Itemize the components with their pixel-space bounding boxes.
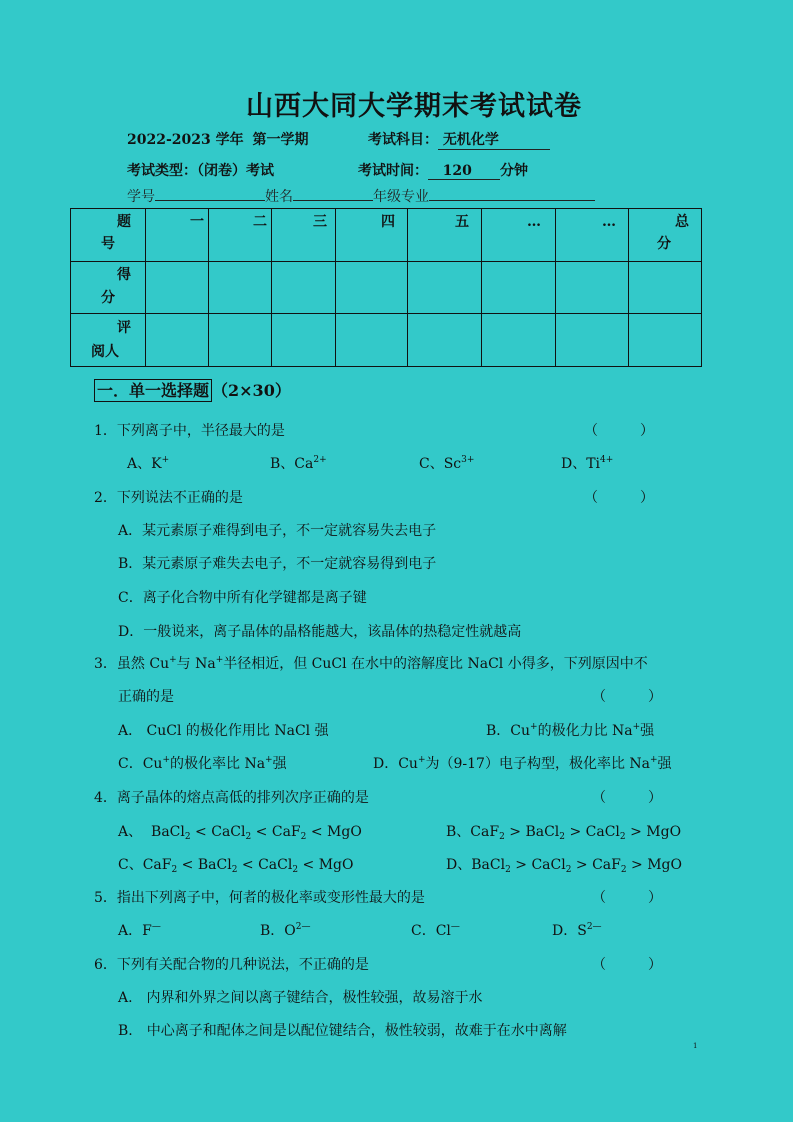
q5-stem: 5．指出下列离子中，何者的极化率或变形性最大的是: [94, 890, 425, 906]
score-row-label: 得 分: [71, 262, 146, 314]
section-points: （2×30）: [212, 381, 291, 400]
reviewer-cell[interactable]: [629, 314, 702, 367]
q1-option-c: C、$Sc^{3+}$: [419, 455, 475, 472]
q5-option-a: A．F—: [118, 922, 161, 939]
subject-field: [368, 129, 550, 150]
reviewer-cell[interactable]: [209, 314, 272, 367]
q4-option-b: B、CaF$_2$ > BaCl$_2$ > CaCl$_2$ > MgO: [446, 824, 682, 842]
reviewer-cell[interactable]: [272, 314, 336, 367]
q5-option-b: B．$O^{2—}$: [260, 922, 311, 939]
q1-paren: （ ）: [584, 423, 654, 439]
q5-option-c: C．Cl—: [411, 922, 460, 939]
year-semester: [127, 129, 309, 149]
q2-stem: 2．下列说法不正确的是: [94, 490, 243, 506]
name-label: 姓名: [265, 189, 293, 205]
q4-stem: 4．离子晶体的熔点高低的排列次序正确的是: [94, 790, 369, 806]
score-cell[interactable]: [146, 262, 209, 314]
grade-major-field[interactable]: [429, 186, 595, 201]
q6-option-a: A. 内界和外界之间以离子键结合，极性较强，故易溶于水: [118, 990, 483, 1006]
col-header-3: 三: [272, 209, 336, 262]
student-id-field[interactable]: [155, 186, 265, 201]
q2-option-c: C．离子化合物中所有化学键都是离子键: [118, 590, 367, 606]
exam-title: 山西大同大学期末考试试卷: [246, 91, 582, 122]
student-id-label: 学号: [127, 189, 155, 205]
score-row: [71, 262, 702, 314]
reviewer-cell[interactable]: [482, 314, 556, 367]
col-header-5: 五: [408, 209, 482, 262]
col-header-6: …: [482, 209, 556, 262]
q4-option-a: A、 BaCl$_2$ < CaCl$_2$ < CaF$_2$ < MgO: [118, 824, 362, 842]
q1-option-b: B、$Ca^{2+}$: [270, 455, 327, 472]
q6-stem: 6．下列有关配合物的几种说法，不正确的是: [94, 957, 369, 973]
reviewer-cell[interactable]: [336, 314, 408, 367]
exam-time-field: [358, 160, 528, 180]
score-cell[interactable]: [209, 262, 272, 314]
q1-stem: 1．下列离子中，半径最大的是: [94, 423, 285, 439]
exam-type: 考试类型：（闭卷）考试: [127, 163, 274, 179]
total-header-cell: [629, 209, 702, 262]
q6-paren: （ ）: [592, 957, 662, 973]
q2-option-d: D．一般说来，离子晶体的晶格能越大，该晶体的热稳定性就越高: [118, 624, 522, 640]
section-heading: [94, 378, 291, 401]
header-label-top: 题: [117, 214, 131, 230]
student-info-line: [127, 186, 595, 206]
page-number: 1: [693, 1042, 698, 1050]
total-top: 总: [675, 214, 689, 230]
q4-option-c: C、CaF$_2$ < BaCl$_2$ < CaCl$_2$ < MgO: [118, 857, 354, 875]
reviewer-row-label: 评 阅人: [71, 314, 146, 367]
score-cell[interactable]: [482, 262, 556, 314]
semester: 第一学期: [252, 132, 309, 148]
q3-option-a: A． CuCl 的极化作用比 NaCl 强: [118, 723, 329, 739]
reviewer-cell[interactable]: [146, 314, 209, 367]
col-header-1: 一: [146, 209, 209, 262]
score-cell[interactable]: [408, 262, 482, 314]
q5-option-d: D．$S^{2—}$: [552, 922, 602, 939]
q4-option-d: D、BaCl$_2$ > CaCl$_2$ > CaF$_2$ > MgO: [446, 857, 682, 875]
section-title: 一．单一选择题: [94, 379, 212, 402]
name-field[interactable]: [293, 186, 373, 201]
col-header-4: 四: [336, 209, 408, 262]
grade-major-label: 年级专业: [373, 189, 429, 205]
reviewer-cell[interactable]: [556, 314, 629, 367]
q3-paren: （ ）: [592, 689, 662, 705]
reviewer-row: [71, 314, 702, 367]
q2-paren: （ ）: [584, 490, 654, 506]
score-table: [70, 208, 702, 367]
q3-option-d: D．Cu+为（9-17）电子构型，极化率比 Na+强: [373, 755, 672, 772]
q3-option-b: B．Cu+的极化力比 Na+强: [486, 722, 655, 739]
q1-option-d: D、$Ti^{4+}$: [561, 455, 614, 472]
q3-option-c: C．Cu+的极化率比 Na+强: [118, 755, 287, 772]
q2-option-a: A．某元素原子难得到电子，不一定就容易失去电子: [118, 523, 437, 539]
academic-year: 2022-2023 学年: [127, 132, 244, 148]
score-table-header-row: [71, 209, 702, 262]
time-label: 考试时间：: [358, 163, 428, 179]
score-cell[interactable]: [556, 262, 629, 314]
header-label-bottom: 号: [101, 236, 115, 252]
q6-option-b: B. 中心离子和配体之间是以配位键结合，极性较弱，故难于在水中离解: [118, 1023, 567, 1039]
q4-paren: （ ）: [592, 790, 662, 806]
time-unit: 分钟: [500, 163, 528, 179]
score-cell[interactable]: [629, 262, 702, 314]
reviewer-cell[interactable]: [408, 314, 482, 367]
score-cell[interactable]: [272, 262, 336, 314]
header-label-cell: [71, 209, 146, 262]
q3-stem-line2: 正确的是: [118, 689, 174, 705]
q1-option-a: A、K+: [127, 455, 170, 472]
time-value: 120: [428, 163, 500, 180]
q2-option-b: B．某元素原子难失去电子，不一定就容易得到电子: [118, 556, 437, 572]
score-cell[interactable]: [336, 262, 408, 314]
q5-paren: （ ）: [592, 890, 662, 906]
subject-value: 无机化学: [438, 129, 550, 150]
q3-stem: 3．虽然 Cu+与 Na+半径相近，但 CuCl 在水中的溶解度比 NaCl 小得多，下列原因中不: [94, 655, 648, 672]
col-header-2: 二: [209, 209, 272, 262]
col-header-7: …: [556, 209, 629, 262]
total-bottom: 分: [657, 236, 671, 252]
subject-label: 考试科目：: [368, 132, 438, 148]
